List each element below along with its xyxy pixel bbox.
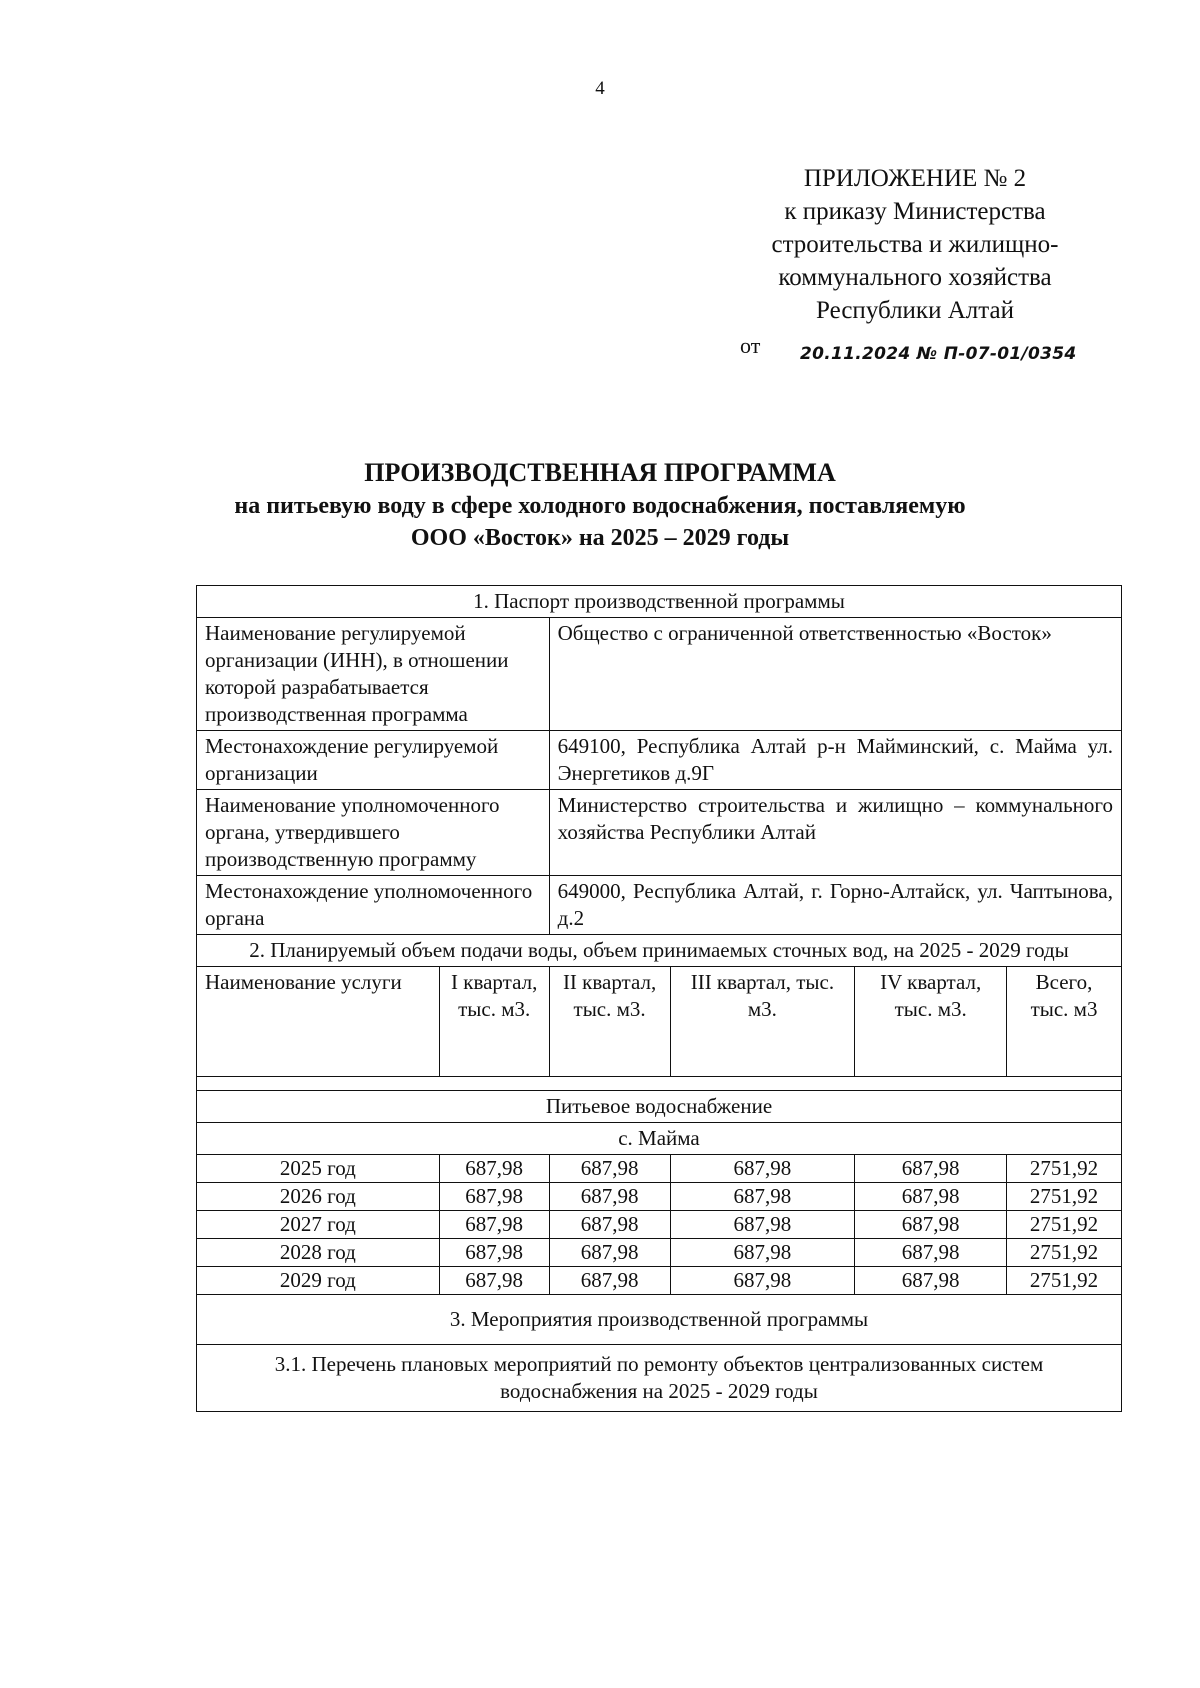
table-row: [197, 1211, 1122, 1239]
page-number: 4: [595, 78, 605, 99]
table-row: [197, 1183, 1122, 1211]
section-header: 1. Паспорт производственной программы: [197, 586, 1122, 618]
q1-cell: 687,98: [439, 1183, 549, 1211]
appendix-line: коммунального хозяйства: [778, 264, 1052, 291]
section-header: 2. Планируемый объем подачи воды, объем принимаемых сточных вод, на 2025 - 2029 годы: [197, 935, 1122, 967]
appendix-line: к приказу Министерства: [784, 198, 1046, 225]
total-cell: 2751,92: [1007, 1239, 1122, 1267]
q1-cell: 687,98: [439, 1239, 549, 1267]
q3-cell: 687,98: [670, 1267, 855, 1295]
column-header: III квартал, тыс. м3.: [670, 967, 855, 1077]
passport-value: 649100, Республика Алтай р-н Майминский, с. Майма ул. Энергетиков д.9Г: [549, 731, 1121, 790]
column-header: Наименование услуги: [197, 967, 440, 1077]
q3-cell: 687,98: [670, 1211, 855, 1239]
table-row: [197, 1155, 1122, 1183]
year-cell: 2029 год: [197, 1267, 440, 1295]
service-subheader: Питьевое водоснабжение: [197, 1091, 1122, 1123]
passport-label: Местонахождение уполномоченного органа: [197, 876, 550, 935]
passport-value: Общество с ограниченной ответственностью «Восток»: [549, 618, 1121, 731]
program-table: [196, 585, 1122, 1412]
q3-cell: 687,98: [670, 1155, 855, 1183]
q1-cell: 687,98: [439, 1211, 549, 1239]
q2-cell: 687,98: [549, 1211, 670, 1239]
q4-cell: 687,98: [855, 1155, 1007, 1183]
title-line: ПРОИЗВОДСТВЕННАЯ ПРОГРАММА: [364, 458, 836, 487]
measures-subheader: 3.1. Перечень плановых мероприятий по ремонту объектов централизованных систем водоснабжения на 2025 - 2029 годы: [197, 1345, 1122, 1412]
title-line: ООО «Восток» на 2025 – 2029 годы: [410, 525, 790, 551]
q2-cell: 687,98: [549, 1267, 670, 1295]
q1-cell: 687,98: [439, 1267, 549, 1295]
column-header: II квартал, тыс. м3.: [549, 967, 670, 1077]
table-row: [197, 1239, 1122, 1267]
passport-value: 649000, Республика Алтай, г. Горно-Алтайск, ул. Чаптынова, д.2: [549, 876, 1121, 935]
year-cell: 2028 год: [197, 1239, 440, 1267]
passport-label: Местонахождение регулируемой организации: [197, 731, 550, 790]
appendix-header: [745, 162, 1085, 327]
passport-label: Наименование регулируемой организации (ИНН), в отношении которой разрабатывается производственная программа: [197, 618, 550, 731]
q4-cell: 687,98: [855, 1267, 1007, 1295]
year-cell: 2026 год: [197, 1183, 440, 1211]
q3-cell: 687,98: [670, 1183, 855, 1211]
q4-cell: 687,98: [855, 1239, 1007, 1267]
document-title: [140, 456, 1060, 554]
appendix-line: Республики Алтай: [816, 297, 1014, 324]
q2-cell: 687,98: [549, 1183, 670, 1211]
passport-label: Наименование уполномоченного органа, утвердившего производственную программу: [197, 790, 550, 876]
q4-cell: 687,98: [855, 1183, 1007, 1211]
year-cell: 2025 год: [197, 1155, 440, 1183]
q4-cell: 687,98: [855, 1211, 1007, 1239]
column-header: IV квартал, тыс. м3.: [855, 967, 1007, 1077]
q2-cell: 687,98: [549, 1155, 670, 1183]
date-prefix: от: [740, 333, 761, 358]
passport-value: Министерство строительства и жилищно – коммунального хозяйства Республики Алтай: [549, 790, 1121, 876]
column-header: I квартал, тыс. м3.: [439, 967, 549, 1077]
table-row: [197, 1267, 1122, 1295]
section-header: 3. Мероприятия производственной программы: [197, 1295, 1122, 1345]
total-cell: 2751,92: [1007, 1267, 1122, 1295]
year-cell: 2027 год: [197, 1211, 440, 1239]
total-cell: 2751,92: [1007, 1211, 1122, 1239]
q3-cell: 687,98: [670, 1239, 855, 1267]
total-cell: 2751,92: [1007, 1183, 1122, 1211]
title-line: на питьевую воду в сфере холодного водоснабжения, поставляемую: [234, 493, 966, 519]
locality-subheader: с. Майма: [197, 1123, 1122, 1155]
order-date-number: 20.11.2024 № П-07-01/0354: [800, 344, 1077, 364]
q1-cell: 687,98: [439, 1155, 549, 1183]
q2-cell: 687,98: [549, 1239, 670, 1267]
column-header: Всего, тыс. м3: [1007, 967, 1122, 1077]
appendix-line: ПРИЛОЖЕНИЕ № 2: [803, 165, 1027, 192]
total-cell: 2751,92: [1007, 1155, 1122, 1183]
spacer-row: [197, 1077, 1122, 1091]
appendix-line: строительства и жилищно-: [771, 231, 1059, 258]
